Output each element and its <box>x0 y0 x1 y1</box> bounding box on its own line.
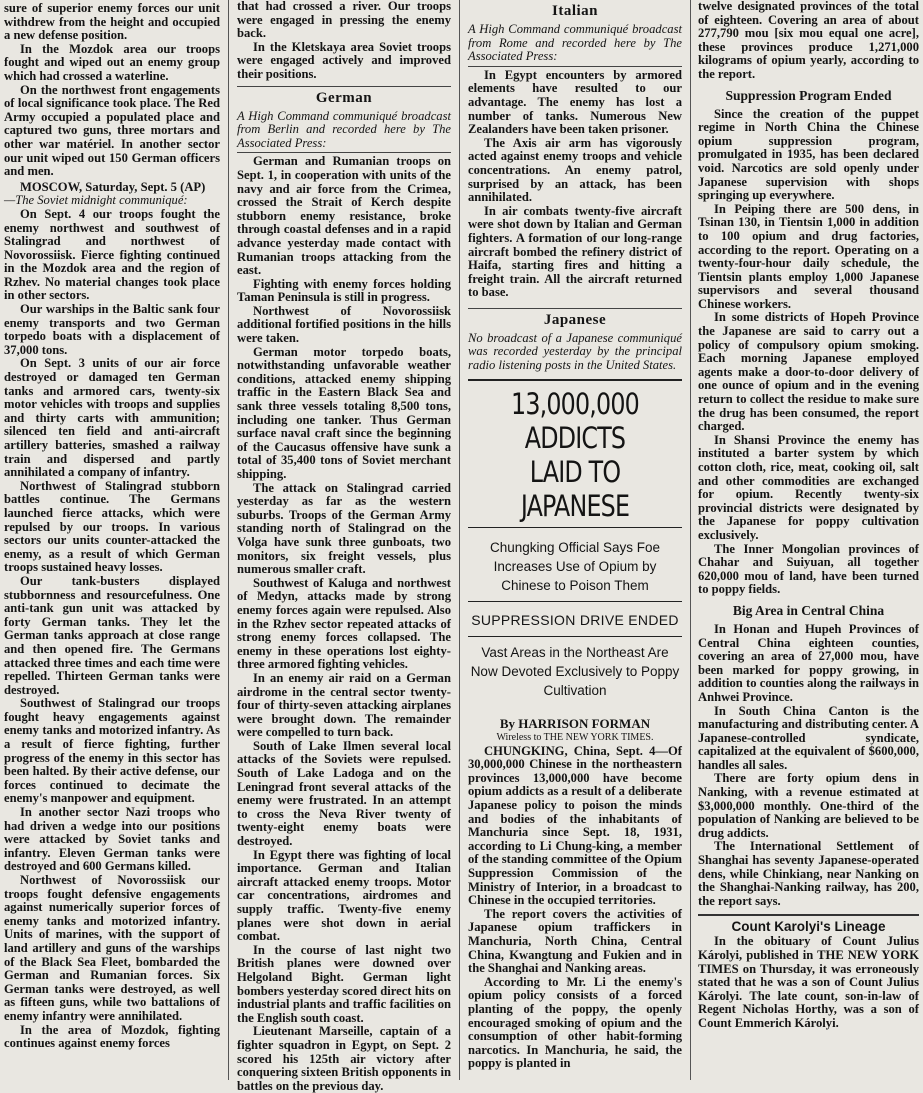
paragraph: German and Rumanian troops on Sept. 1, in cooperation with units of the navy and air force from the Crimea, crossed the Strait of Kerch despite stubborn enemy resistance, broke through coastal defenses and in a rapid advance yesterday made contact with Rumanian troops attacking from the east. <box>237 154 451 278</box>
paragraph: Southwest of Stalingrad our troops fought heavy engagements against enemy tanks and motorized infantry. As a result of fierce fighting, further progress of the enemy in this sector has been halted. By their active defense, our forces continued to decimate the enemy's manpower and equipment. <box>4 696 220 806</box>
paragraph: According to Mr. Li the enemy's opium policy consists of a forced planting of the poppy, the openly encouraged smoking of opium and the consumption of other habit-forming narcotics. In Manchuria, he said, the poppy is planted in <box>468 974 682 1071</box>
column-1-soviet-communique <box>0 0 226 1080</box>
section-heading-german: German <box>237 86 451 107</box>
paragraph: Since the creation of the puppet regime in North China the Chinese opium suppression program, promulgated in 1935, has been declared void. Narcotics are sold openly under Japanese supervision with shops springing up everywhere. <box>698 106 919 203</box>
paragraph: In the Kletskaya area Soviet troops were engaged actively and improved their positions. <box>237 39 451 81</box>
paragraph: In Egypt encounters by armored elements have resulted to our advantage. The enemy has lost a number of tanks. Numerous New Zealanders have been taken prisoner. <box>468 67 682 137</box>
paragraph: The International Settlement of Shanghai has seventy Japanese-operated dens, while Chinkiang, near Nanking on the Shanghai-Nanking railway, has 200, the report says. <box>698 839 919 908</box>
paragraph: Northwest of Novorossiisk our troops fought defensive engagements against numerically superior forces of enemy tanks and motorized infantry. Units of marines, with the support of land artillery and guns of the warships of the Black Sea Fleet, bombarded the German and Rumanian forces. Six German tanks were destroyed, as well as fifteen guns, while two battalions of enemy infantry were annihilated. <box>4 873 220 1023</box>
paragraph: Our tank-busters displayed stubbornness and resourcefulness. One anti-tank gun unit was attacked by forty German tanks. They let the German tanks approach at close range and then opened fire. The Germans attacked three times and each time were repelled. Thirteen German tanks were destroyed. <box>4 573 220 697</box>
headline-deck: Chungking Official Says Foe Increases Use of Opium by Chinese to Poison Them <box>468 532 682 602</box>
paragraph: Lieutenant Marseille, captain of a fighter squadron in Egypt, on Sept. 2 scored his 125th air victory after conquering sixteen British opponents in battles on the previous day. <box>237 1024 451 1093</box>
headline-line-2: LAID TO JAPANESE <box>520 454 630 523</box>
wire-credit: Wireless to THE NEW YORK TIMES. <box>496 731 654 743</box>
paragraph: In South China Canton is the manufacturing and distributing center. A Japanese-controlled syndicate, capitalized at the equivalent of $600,000, handles all sales. <box>698 703 919 772</box>
paragraph: The attack on Stalingrad carried yesterday as far as the western suburbs. Troops of the German Army standing north of Stalingrad on the Volga have sunk three gunboats, two monitors, six freight vessels, plus numerous smaller craft. <box>237 480 451 577</box>
column-3-italian-japanese-and-opium-article <box>462 0 688 1080</box>
paragraph: Northwest of Novorossiisk additional fortified positions in the hills were taken. <box>237 303 451 346</box>
paragraph: Northwest of Stalingrad stubborn battles continue. The Germans launched fierce attacks, which were repulsed by our troops. In various sectors our units counter-attacked the enemy, as a result of which German troops sustained heavy losses. <box>4 478 220 575</box>
column-rule <box>690 0 691 1080</box>
paragraph: Fighting with enemy forces holding Taman Peninsula is still in progress. <box>237 276 451 305</box>
paragraph: In the Mozdok area our troops fought and wiped out an enemy group which had crossed a waterline. <box>4 41 220 83</box>
column-rule <box>459 0 460 1080</box>
communique-credit: A High Command communiqué broadcast from Rome and recorded here by The Associated Press: <box>468 22 682 64</box>
column-2-german-communique <box>231 0 457 1093</box>
paragraph: that had crossed a river. Our troops were engaged in pressing the enemy back. <box>237 0 451 41</box>
paragraph: In an enemy air raid on a German airdrome in the central sector twenty-four of thirty-seven attacking airplanes were brought down. The remainder were compelled to turn back. <box>237 670 451 740</box>
communique-credit: No broadcast of a Japanese communiqué was recorded yesterday by the principal radio listening posts in the United States. <box>468 330 682 373</box>
subheading: Suppression Program Ended <box>725 87 892 103</box>
paragraph: In Shansi Province the enemy has instituted a barter system by which cotton cloth, rice, meat, cooking oil, salt and other commodities are exchanged for opium. Recently twenty-six provincial districts were designated by the Japanese for poppy cultivation exclusively. <box>698 432 919 542</box>
headline-line-1: 13,000,000 ADDICTS <box>511 386 639 455</box>
headline-deck: Vast Areas in the Northeast Are Now Devoted Exclusively to Poppy Cultivation <box>470 644 680 698</box>
correction-box-title: Count Karolyi's Lineage <box>698 914 919 935</box>
paragraph: The Axis air arm has vigorously acted against enemy troops and vehicle concentrations. An enemy patrol, surprised by an attack, has been annihilated. <box>468 135 682 205</box>
paragraph: South of Lake Ilmen several local attacks of the Soviets were repulsed. South of Lake Ladoga and on the Leningrad front several attacks of the enemy were frustrated. In an attempt to cross the Neva River twenty of twenty-eight enemy boats were destroyed. <box>237 738 451 849</box>
paragraph: sure of superior enemy forces our unit withdrew from the height and occupied a new defense position. <box>4 1 220 43</box>
paragraph: In some districts of Hopeh Province the Japanese are said to carry out a policy of compulsory opium smoking. Each morning Japanese employed agents make a door-to-door delivery of one ounce of opium and in the evening return to collect the residue to make sure the drug has been consumed, the report charged. <box>698 310 919 434</box>
column-rule <box>228 0 229 1080</box>
paragraph: On Sept. 4 our troops fought the enemy northwest and southwest of Stalingrad and northwest of Novorossiisk. Fierce fighting continued in the Mozdok area and the region of Rzhev. No material changes took place in other sectors. <box>4 206 220 303</box>
paragraph: twelve designated provinces of the total of eighteen. Covering an area of about 277,790 mou [six mou equal one acre], these provinces produce 1,271,000 kilograms of opium yearly, according to the report. <box>698 0 919 81</box>
headline-deck-caps: SUPPRESSION DRIVE ENDED <box>468 602 682 637</box>
paragraph: In Peiping there are 500 dens, in Tsinan 130, in Tientsin 1,000 in addition to 100 opium and drug factories, according to the report. Operating on a twenty-four-hour daily schedule, the Tientsin plants employ 1,000 Japanese supervisors and several thousand Chinese workers. <box>698 201 919 311</box>
paragraph: On the northwest front engagements of local significance took place. The Red Army occupied a populated place and captured two guns, three mortars and other war matériel. In another sector our unit wiped out 150 German officers and men. <box>4 82 220 179</box>
paragraph: The Inner Mongolian provinces of Chahar and Suiyuan, all together 620,000 mou of land, have been turned to poppy fields. <box>698 541 919 597</box>
communique-credit: —The Soviet midnight communiqué: <box>4 193 188 208</box>
paragraph: There are forty opium dens in Nanking, with a revenue estimated at $3,000,000 monthly. One-third of the population of Nanking are believed to be drug addicts. <box>698 771 919 840</box>
paragraph: The report covers the activities of Japanese opium traffickers in Manchuria, North China, Central China, Kwangtung and Fukien and in the Shanghai and Nanking areas. <box>468 906 682 976</box>
subheading: Big Area in Central China <box>732 602 885 618</box>
paragraph: In another sector Nazi troops who had driven a wedge into our positions were attacked by Soviet tanks and infantry. Eleven German tanks were destroyed and 600 Germans killed. <box>4 805 220 874</box>
correction-box-text: In the obituary of Count Julius Károlyi, published in THE NEW YORK TIMES on Thursday, it was erroneously stated that he was a son of Count Julius Károlyi. The late count, son-in-law of Regent Nicholas Horthy, was a son of Count Emmerich Károlyi. <box>698 934 919 1030</box>
dateline: MOSCOW, Saturday, Sept. 5 (AP) <box>20 179 206 194</box>
section-heading-japanese: Japanese <box>468 308 682 329</box>
paragraph: Southwest of Kaluga and northwest of Medyn, attacks made by strong enemy forces again were repulsed. Also in the Rzhev sector repeated attacks of strong enemy forces collapsed. The enemy in these operations lost eighty-three armored fighting vehicles. <box>237 575 451 672</box>
paragraph: In the area of Mozdok, fighting continues against enemy forces <box>4 1022 220 1051</box>
byline: By HARRISON FORMAN <box>499 715 651 731</box>
paragraph: On Sept. 3 units of our air force destroyed or damaged ten German tanks and armored cars, twenty-six motor vehicles with troops and supplies and thirty carts with ammunition; silenced ten field and anti-aircraft artillery batteries, smashed a railway train and dispersed and partly annihilated a company of infantry. <box>4 356 220 480</box>
article-headline <box>468 379 682 528</box>
paragraph: In Honan and Hupeh Provinces of Central China eighteen counties, covering an area of 27,000 mou, have been marked for poppy growing, in addition to counties along the railways in Anhwei Province. <box>698 621 919 704</box>
paragraph: In air combats twenty-five aircraft were shot down by Italian and German fighters. A formation of our long-range aircraft bombed the refinery district of Haifa, starting fires and hitting a freight train. All the aircraft returned to base. <box>468 203 682 300</box>
paragraph: German motor torpedo boats, notwithstanding unfavorable weather conditions, attacked enemy shipping traffic in the Eastern Black Sea and sank three vessels totaling 8,500 tons, including one tanker. Thus German surface naval craft since the beginning of the Caucasus offensive have sunk a total of 35,400 tons of Soviet merchant shipping. <box>237 344 451 481</box>
column-4-opium-article-continued <box>692 0 923 1080</box>
paragraph: Our warships in the Baltic sank four enemy transports and two German torpedo boats with a displacement of 37,000 tons. <box>4 302 220 357</box>
paragraph: CHUNGKING, China, Sept. 4—Of 30,000,000 Chinese in the northeastern provinces 13,000,000 have become opium addicts as a result of a deliberate Japanese policy to poison the minds and bodies of the inhabitants of Manchuria since Sept. 18, 1931, according to Li Chung-king, a member of the standing committee of the Opium Suppression Commission of the Ministry of Interior, in a broadcast to Chinese in the occupied territories. <box>468 743 682 908</box>
paragraph: In Egypt there was fighting of local importance. German and Italian aircraft attacked enemy troops. Motor car concentrations, airdromes and supply traffic. Twenty-five enemy planes were shot down in aerial combat. <box>237 847 451 944</box>
communique-credit: A High Command communiqué broadcast from Berlin and recorded here by The Associated Press: <box>237 108 451 150</box>
section-heading-italian: Italian <box>551 3 598 19</box>
paragraph: In the course of last night two British planes were downed over Helgoland Bight. German light bombers yesterday scored direct hits on industrial plants and traffic facilities on the English south coast. <box>237 942 451 1025</box>
